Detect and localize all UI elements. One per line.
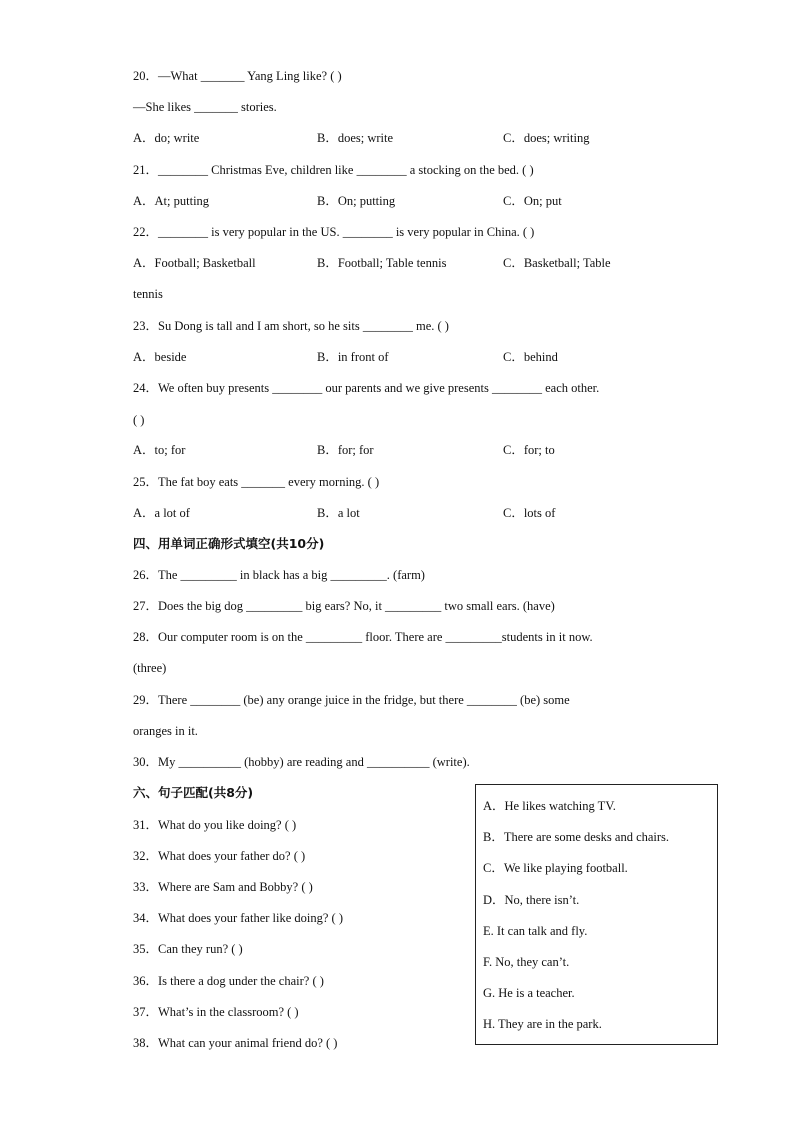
match-question-36: 36．Is there a dog under the chair? ( )	[133, 974, 324, 988]
option-a: A．a lot of	[133, 506, 190, 520]
match-question-31: 31．What do you like doing? ( )	[133, 818, 297, 832]
answer-e: E. It can talk and fly.	[483, 924, 588, 938]
option-a: A．do; write	[133, 131, 200, 145]
question-27: 27．Does the big dog _________ big ears? No, it _________ two small ears. (have)	[133, 599, 555, 613]
question-20-stem: 20．—What _______ Yang Ling like? ( )	[133, 69, 342, 83]
option-c: C．On; put	[503, 194, 562, 208]
answer-c: C．We like playing football.	[483, 861, 628, 875]
match-question-35: 35．Can they run? ( )	[133, 942, 243, 956]
question-25-stem: 25．The fat boy eats _______ every morning. ( )	[133, 475, 380, 489]
answer-a: A．He likes watching TV.	[483, 799, 616, 813]
option-c: C．for; to	[503, 443, 555, 457]
option-a: A．At; putting	[133, 194, 210, 208]
answer-b: B．There are some desks and chairs.	[483, 830, 670, 844]
question-21-stem: 21．________ Christmas Eve, children like ________ a stocking on the bed. ( )	[133, 163, 534, 177]
answer-box	[475, 784, 718, 1045]
match-question-37: 37．What’s in the classroom? ( )	[133, 1005, 299, 1019]
question-24-bracket: ( )	[133, 413, 145, 427]
option-c-wrap: tennis	[133, 287, 163, 301]
option-a: A．beside	[133, 350, 187, 364]
question-24-stem: 24．We often buy presents ________ our parents and we give presents ________ each other.	[133, 381, 600, 395]
section-4-title: 四、用单词正确形式填空(共10分)	[133, 536, 325, 551]
option-c: C．Basketball; Table	[503, 256, 611, 270]
option-c: C．behind	[503, 350, 558, 364]
option-b: B．does; write	[317, 131, 394, 145]
question-30: 30．My __________ (hobby) are reading and __________ (write).	[133, 755, 470, 769]
answer-f: F. No, they can’t.	[483, 955, 570, 969]
section-6-title: 六、句子匹配(共8分)	[133, 785, 254, 800]
option-c: C．lots of	[503, 506, 556, 520]
match-question-34: 34．What does your father like doing? ( )	[133, 911, 344, 925]
question-23-stem: 23．Su Dong is tall and I am short, so he sits ________ me. ( )	[133, 319, 449, 333]
answer-g: G. He is a teacher.	[483, 986, 575, 1000]
option-b: B．Football; Table tennis	[317, 256, 447, 270]
match-question-33: 33．Where are Sam and Bobby? ( )	[133, 880, 313, 894]
question-28: 28．Our computer room is on the _________ floor. There are _________students in it now.	[133, 630, 593, 644]
option-b: B．for; for	[317, 443, 374, 457]
question-22-stem: 22．________ is very popular in the US. ________ is very popular in China. ( )	[133, 225, 535, 239]
question-28-hint: (three)	[133, 661, 167, 675]
match-question-32: 32．What does your father do? ( )	[133, 849, 306, 863]
question-29: 29．There ________ (be) any orange juice in the fridge, but there ________ (be) some	[133, 693, 570, 707]
match-question-38: 38．What can your animal friend do? ( )	[133, 1036, 338, 1050]
option-a: A．to; for	[133, 443, 186, 457]
answer-d: D．No, there isn’t.	[483, 893, 580, 907]
option-b: B．On; putting	[317, 194, 396, 208]
option-b: B．in front of	[317, 350, 389, 364]
question-20-stem-line2: —She likes _______ stories.	[133, 100, 277, 114]
question-26: 26．The _________ in black has a big _________. (farm)	[133, 568, 425, 582]
question-29-wrap: oranges in it.	[133, 724, 198, 738]
answer-h: H. They are in the park.	[483, 1017, 602, 1031]
option-b: B．a lot	[317, 506, 360, 520]
option-a: A．Football; Basketball	[133, 256, 256, 270]
option-c: C．does; writing	[503, 131, 590, 145]
